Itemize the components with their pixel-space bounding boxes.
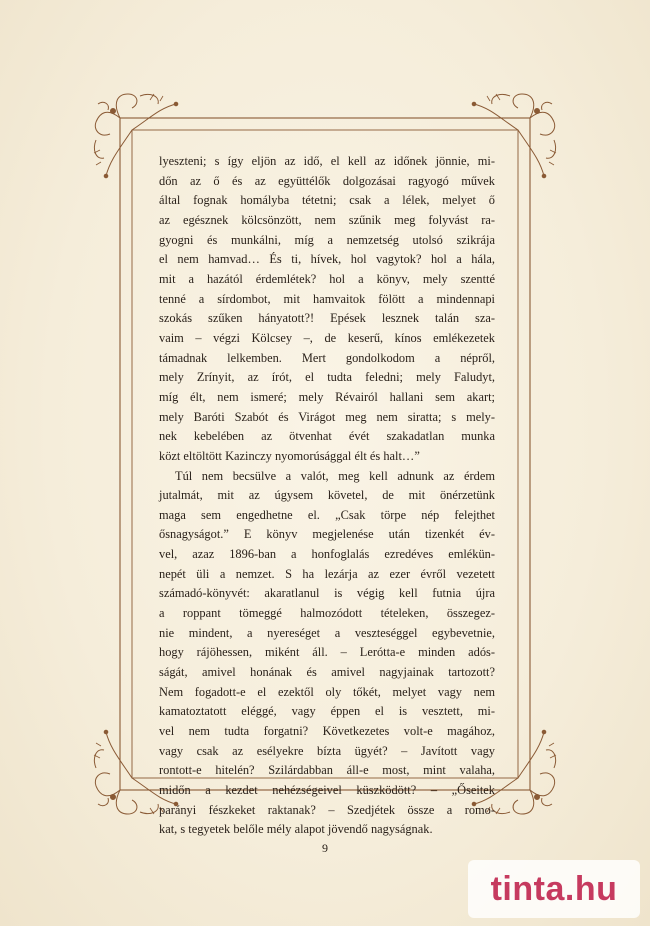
text-line: míg élt, nem ismeré; mely Révairól hallani sem akart;	[159, 389, 495, 404]
text-line: hogy rájöhessen, miként áll. – Lerótta-e minden adós-	[159, 645, 495, 660]
body-text	[159, 152, 495, 840]
text-line: el nem hamvad… És ti, hívek, hol vagytok? hol a hála,	[159, 252, 495, 267]
text-line: vaim – végzi Kölcsey –, de keserű, kínos emlékezetek	[159, 330, 495, 345]
text-line: parányi fészkeket raktanak? – Szedjétek össze a romo-	[159, 802, 495, 817]
text-line: lyeszteni; s így eljön az idő, el kell az időnek jönnie, mi-	[159, 154, 495, 168]
text-line: számadó-könyvét: akaratlanul is végig kell futnia újra	[159, 586, 495, 601]
text-line: ősnagyságot.” E könyv megjelenése után tizenkét év-	[159, 527, 495, 542]
text-line: mely Baróti Szabót és Virágot meg nem siratta; s mely-	[159, 409, 495, 424]
text-line: az egésznek kölcsönzött, nem szűnik meg folyvást ra-	[159, 212, 495, 227]
text-line: vel nem tudta forgatni? Következetes volt-e magához,	[159, 724, 495, 739]
text-line: nek kebelében az ötvenhat évét szakadatlan munka	[159, 429, 495, 444]
text-line: kamatoztatott eléggé, vagy éppen el is vesztett, mi-	[159, 704, 495, 719]
text-line: maga sem engedhetne el. „Csak törpe nép felejthet	[159, 507, 495, 522]
text-line: rontott-e hitelén? Szilárdabban áll-e most, mint valaha,	[159, 763, 495, 778]
text-line: ságát, amivel honának és amivel nagyjainak tartozott?	[159, 665, 495, 680]
text-line: mit a hazától érdemlétek? hol a könyv, mely szentté	[159, 271, 495, 286]
text-line: nepét üli a nemzet. S ha lezárja az ezer évről vezetett	[159, 566, 495, 581]
text-line: szokás szűken hányatott?! Epések lesznek talán sza-	[159, 311, 495, 326]
text-line: dőn az ő és az együttélők dolgozásai ragyogó művek	[159, 173, 495, 188]
paragraph-2	[159, 467, 495, 840]
text-line: vel, azaz 1896-ban a honfoglalás ezredéves emlékün-	[159, 547, 495, 562]
text-line: vagy csak az esélyekre bízta ügyét? – Javított vagy	[159, 743, 495, 758]
text-line: gyogni és munkálni, míg a nemzetség utolsó szikrája	[159, 232, 495, 247]
text-line: által fognak homályba tétetni; csak a lélek, melyet ő	[159, 193, 495, 208]
text-line: tenné a sírdombot, mit hamvaitok fölött a mindennapi	[159, 291, 495, 306]
text-line: támadnak lelkemben. Mert gondolkodom a népről,	[159, 350, 495, 365]
watermark-logo: tinta.hu	[468, 860, 640, 918]
paragraph-1	[159, 152, 495, 467]
text-line: jutalmát, mit az úgysem követel, de mit önérzetünk	[159, 488, 495, 503]
text-line: a roppant tömeggé halmozódott tételeken, összegez-	[159, 606, 495, 621]
text-line: Túl nem becsülve a valót, meg kell adnunk az érdem	[175, 468, 495, 483]
text-line: Nem fogadott-e el ezektől oly tőkét, melyet vagy nem	[159, 684, 495, 699]
page-number: 9	[322, 841, 328, 855]
text-line: közt eltöltött Kazinczy nyomorúsággal élt és halt…”	[159, 448, 420, 463]
text-line: midőn a kezdet nehézségeivel küszködött? – „Őseitek	[159, 783, 495, 797]
text-line: kat, s tegyetek belőle mély alapot jövendő nagyságnak.	[159, 822, 433, 837]
text-line: nie mindent, a nyereséget a veszteséggel egybevetnie,	[159, 625, 495, 640]
text-line: mely Zrínyit, az írót, el tudta feledni; mely Faludyt,	[159, 370, 495, 385]
